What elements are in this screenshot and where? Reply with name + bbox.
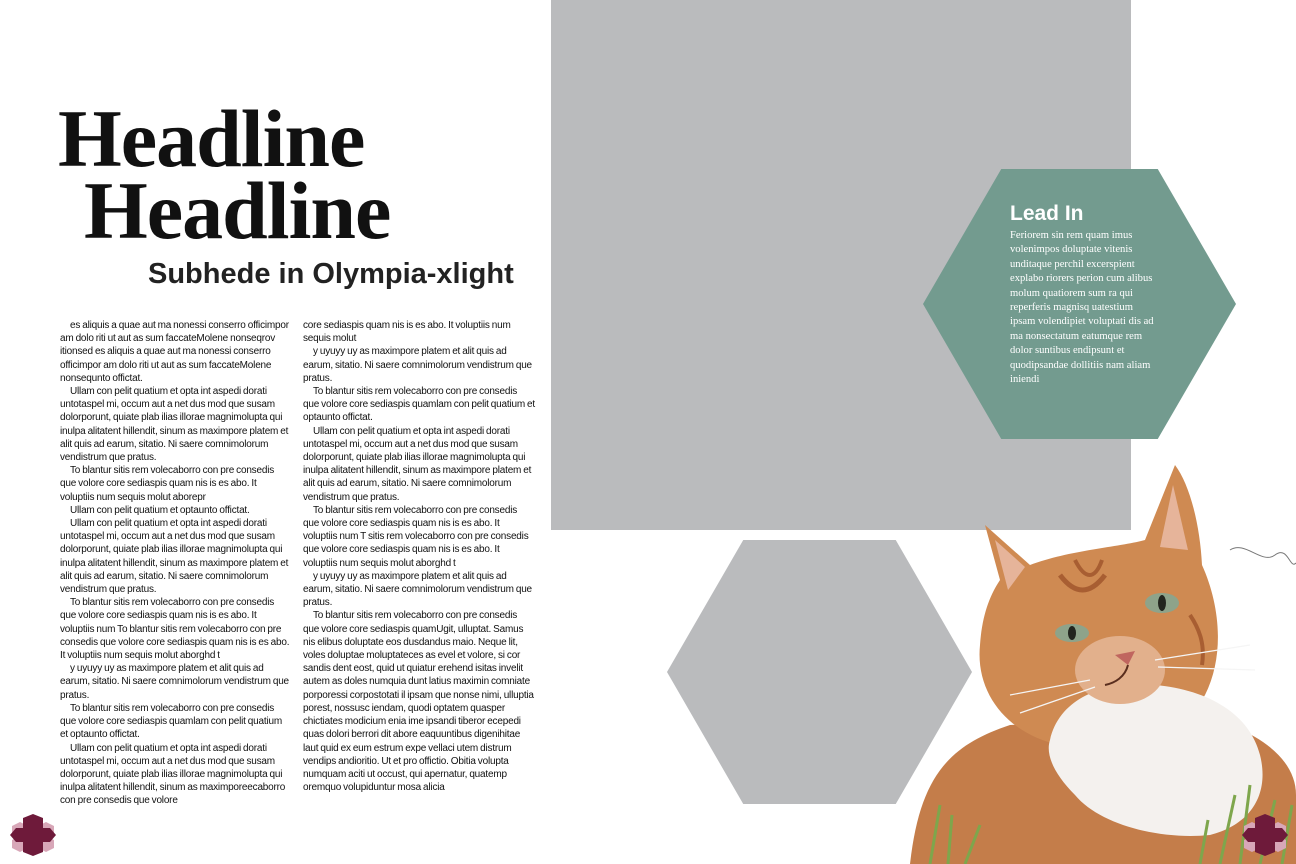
headline-line-1: Headline bbox=[58, 93, 365, 184]
body-paragraph: y uyuyy uy as maximpore platem et alit quis ad earum, sitatio. Ni saere comnimolorum vendistrum que pratus. bbox=[303, 346, 532, 384]
body-paragraph: To blantur sitis rem volecaborro con pre consedis que volore core sediaspis quamlam con pelit quatium et optaunto offictat. bbox=[303, 386, 536, 424]
body-paragraph: y uyuyy uy as maximpore platem et alit quis ad earum, sitatio. Ni saere comnimolorum vendistrum que pratus. bbox=[303, 570, 532, 609]
body-paragraph: To blantur sitis rem volecaborro con pre consedis que volore core sediaspis quamUgit, ulluptat. Samus nis elibus doluptate eos dusdandus maio. Neque lit, voles doluptae moluptateces as evel et volore, si cor sandis dent eost, quid ut quiatur erehend isitas invelit autem as doles numquia dunt latius maximin comniate porporessi corpostotati il ipsam que nonse nimi, ulluptia porest, nossusc iendam, quodi optatem quasper chictiates modicium enia ime ipsandi tiberor ecepedi quas dolori berrori dit abore eaquuntibus digenihitae laut quid ex eum estrum expe vellaci utem distrum vendips andioritio. Ut et pro offictio. Obitia volupta numquam aciti ut occust, qui apernatur, quatemp oremquo volupiduntur mosa alicia bbox=[303, 610, 534, 794]
body-paragraph: To blantur sitis rem volecaborro con pre consedis que volore core sediaspis quam nis is es abo. It voluptiis num sequis molut aborepr bbox=[60, 465, 275, 503]
subhead: Subhede in Olympia-xlight bbox=[148, 258, 514, 290]
body-column-2 bbox=[303, 319, 535, 794]
body-paragraph: To blantur sitis rem volecaborro con pre consedis que volore core sediaspis quam nis is es abo. It voluptiis num T sitis rem volecaborro con pre consedis que volore core sediaspis quam nis is es abo. It voluptiis num sequis molut aborghd t bbox=[303, 504, 529, 569]
body-paragraph: Ullam con pelit quatium et opta int aspedi dorati untotaspel mi, occum aut a net dus mod que susam dolorporunt, quiate plab ilias illorae magnimolupta qui inulpa alitatent hillendit, sinum as maximpore platem et alit quis ad earum, sitatio. Ni saere comnimolorum vendistrum que pratus. bbox=[60, 386, 289, 464]
body-paragraph: Ullam con pelit quatium et opta int aspedi dorati untotaspel mi, occum aut a net dus mod que susam dolorporunt, quiate plab ilias illorae magnimolupta qui inulpa alitatent hillendit, sinum as maximporeecaborro con pre consedis que volore bbox=[60, 742, 286, 807]
hexagon-cluster-icon bbox=[4, 812, 62, 858]
body-paragraph: To blantur sitis rem volecaborro con pre consedis que volore core sediaspis quam nis is es abo. It voluptiis num To blantur sitis rem volecaborro con pre consedis que volore core sediaspis quam nis is es abo. It voluptiis num sequis molut aborghd t bbox=[60, 597, 290, 662]
body-paragraph: es aliquis a quae aut ma nonessi conserro officimpor am dolo riti ut aut as sum faccateMolene nonseqrov itionsed es aliquis a quae aut ma nonessi conserro officimpor am dolo riti ut aut as sum faccateMolene nonsequnto offictat. bbox=[60, 320, 289, 384]
body-paragraph: Ullam con pelit quatium et optaunto offictat. bbox=[70, 504, 250, 516]
cat-photo bbox=[890, 455, 1296, 864]
headline-line-2: Headline bbox=[84, 165, 391, 256]
lead-in-text: Feriorem sin rem quam imus volenimpos doluptate vitenis unditaque perchil excerspient explabo riorers perion cum alibus molum quatiorem sum ra qui reperferis magnisq uatestium ipsam volendipiet voluptati dis ad ma nonsectatum eatumque rem dolor suntibus endipsunt et quodipsandae dollitiis nam aliam iniendi bbox=[1010, 230, 1154, 386]
hexagon-cluster-icon bbox=[1236, 812, 1294, 858]
body-paragraph: core sediaspis quam nis is es abo. It voluptiis num sequis molut bbox=[303, 320, 511, 345]
body-paragraph: To blantur sitis rem volecaborro con pre consedis que volore core sediaspis quamlam con pelit quatium et optaunto offictat. bbox=[60, 702, 282, 741]
body-paragraph: Ullam con pelit quatium et opta int aspedi dorati untotaspel mi, occum aut a net dus mod que susam dolorporunt, quiate plab ilias illorae magnimolupta qui inulpa alitatent hillendit, sinum as maximpore platem et alit quis ad earum, sitatio. Ni saere comnimolorum vendistrum que pratus. bbox=[303, 425, 532, 503]
lead-in-title: Lead In bbox=[1010, 202, 1084, 225]
body-paragraph: y uyuyy uy as maximpore platem et alit quis ad earum, sitatio. Ni saere comnimolorum vendistrum que pratus. bbox=[60, 663, 289, 701]
body-paragraph: Ullam con pelit quatium et opta int aspedi dorati untotaspel mi, occum aut a net dus mod que susam dolorporunt, quiate plab ilias illorae magnimolupta qui inulpa alitatent hillendit, sinum as maximpore platem et alit quis ad earum, sitatio. Ni saere comnimolorum vendistrum que pratus. bbox=[60, 518, 289, 596]
body-column-1 bbox=[60, 319, 290, 808]
